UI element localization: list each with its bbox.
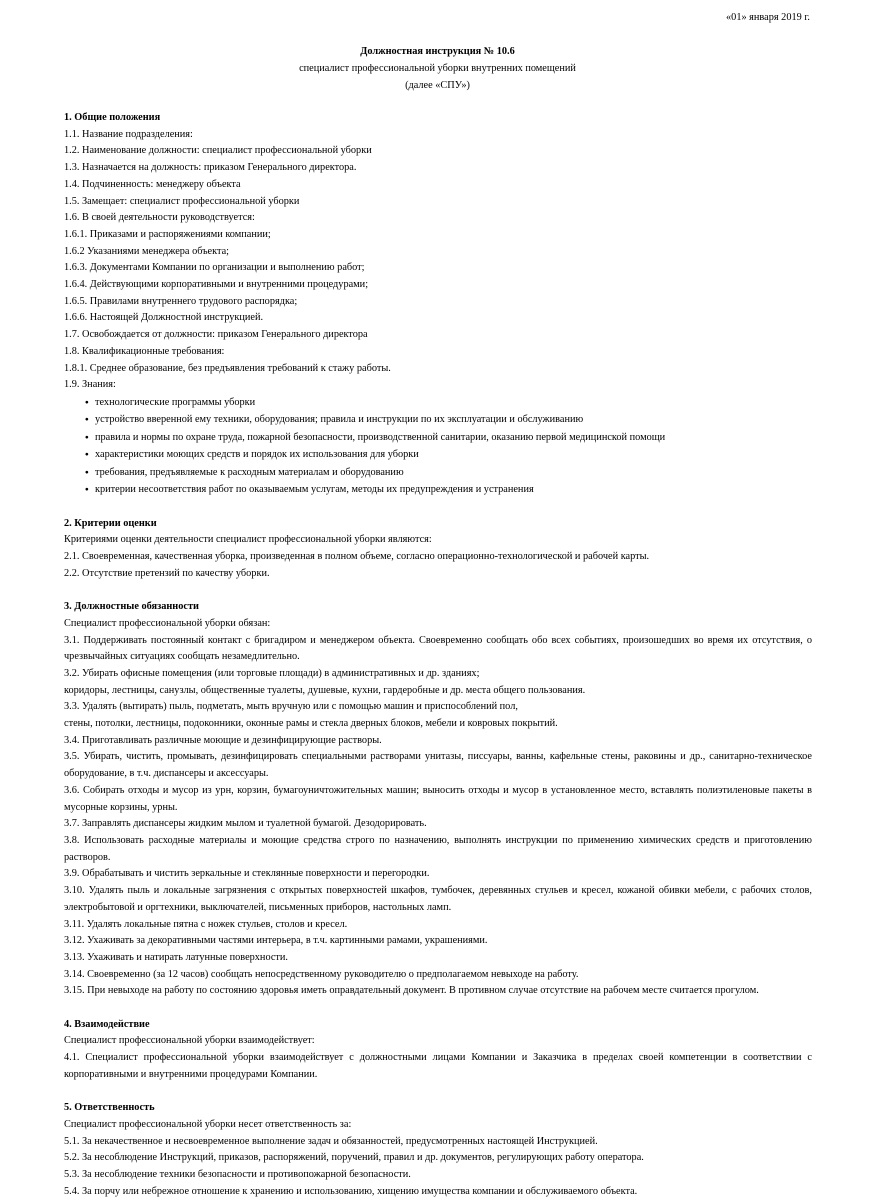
list-item	[85, 481, 812, 499]
paragraph: 3.2. Убирать офисные помещения (или торговые площади) в административных и др. зданиях;	[64, 667, 480, 679]
paragraph: 3.13. Ухаживать и натирать латунные поверхности.	[64, 951, 289, 963]
paragraph: 5.3. За несоблюдение техники безопасности и противопожарной безопасности.	[64, 1169, 411, 1181]
paragraph: 2.2. Отсутствие претензий по качеству уборки.	[64, 567, 270, 579]
paragraph: 1.6.2 Указаниями менеджера объекта;	[64, 245, 230, 257]
list-item	[85, 411, 812, 429]
paragraph: 5.1. За некачественное и несвоевременное выполнение задач и обязанностей, предусмотренных настоящей Инструкцией.	[64, 1135, 598, 1147]
list-item-text: критерии несоответствия работ по оказываемым услугам, методы их предупреждения и устранения	[95, 484, 534, 496]
document-subtitle: специалист профессиональной уборки внутренних помещений	[299, 63, 576, 74]
section-heading: 2. Критерии оценки	[64, 517, 157, 529]
document-body	[64, 110, 812, 1200]
paragraph: 1.6. В своей деятельности руководствуется:	[64, 212, 255, 224]
paragraph: 3.8. Использовать расходные материалы и моющие средства строго по назначению, выполнять инструкции по применению химических средств и приготовлению растворов.	[64, 834, 812, 863]
paragraph: 1.6.5. Правилами внутреннего трудового распорядка;	[64, 295, 298, 307]
paragraph: 1.6.6. Настоящей Должностной инструкцией.	[64, 312, 264, 324]
paragraph: 3.12. Ухаживать за декоративными частями интерьера, в т.ч. картинными рамами, украшениями.	[64, 935, 488, 947]
list-item	[85, 394, 812, 412]
paragraph: 3.10. Удалять пыль и локальные загрязнения с открытых поверхностей шкафов, тумбочек, деревянных стульев и кресел, кожаной обивки мебели, с рабочих столов, электробытовой и оргтехники, выключателей, письменных приборов, настольных ламп.	[64, 885, 812, 913]
section-heading: 5. Ответственность	[64, 1102, 155, 1114]
paragraph: стены, потолки, лестницы, подоконники, оконные рамы и стекла дверных блоков, мебели и ковровых покрытий.	[64, 718, 558, 730]
paragraph: Специалист профессиональной уборки обязан:	[64, 617, 271, 629]
paragraph: 3.14. Своевременно (за 12 часов) сообщать непосредственному руководителю о предполагаемом невыходе на работу.	[64, 968, 579, 980]
document-header	[0, 43, 875, 94]
paragraph: коридоры, лестницы, санузлы, общественные туалеты, душевые, кухни, гардеробные и др. места общего пользования.	[64, 684, 586, 696]
paragraph: Специалист профессиональной уборки несет ответственность за:	[64, 1118, 352, 1130]
paragraph: 5.2. За несоблюдение Инструкций, приказов, распоряжений, поручений, правил и др. документов, регулирующих работу оператора.	[64, 1152, 644, 1164]
paragraph: 1.4. Подчиненность: менеджеру объекта	[64, 178, 241, 190]
paragraph: 1.1. Название подразделения:	[64, 128, 193, 140]
paragraph: 3.5. Убирать, чистить, промывать, дезинфицировать специальными растворами унитазы, писсуары, ванны, кафельные стены, раковины и др., санитарно-техническое оборудование, в т.ч. диспансеры и аксессуары.	[64, 751, 812, 780]
paragraph: 1.6.1. Приказами и распоряжениями компании;	[64, 228, 271, 240]
paragraph: 3.1. Поддерживать постоянный контакт с бригадиром и менеджером объекта. Своевременно сообщать обо всех событиях, произошедших во время их отсутствия, о чрезвычайных ситуациях сообщать незамедлительно.	[64, 634, 812, 663]
paragraph: Специалист профессиональной уборки взаимодействует:	[64, 1035, 315, 1047]
paragraph: 2.1. Своевременная, качественная уборка, произведенная в полном объеме, согласно операционно-технологической и рабочей карты.	[64, 551, 650, 563]
paragraph: 1.7. Освобождается от должности: приказом Генерального директора	[64, 329, 368, 341]
paragraph: 1.8. Квалификационные требования:	[64, 345, 225, 357]
paragraph: 1.6.3. Документами Компании по организации и выполнению работ;	[64, 262, 365, 274]
list-item	[85, 464, 812, 482]
paragraph: 1.9. Знания:	[64, 379, 116, 391]
list-item-text: устройство вверенной ему техники, оборудования; правила и инструкции по их эксплуатации и обслуживанию	[95, 414, 584, 426]
paragraph: 3.9. Обрабатывать и чистить зеркальные и стеклянные поверхности и перегородки.	[64, 868, 430, 880]
paragraph: 3.3. Удалять (вытирать) пыль, подметать, мыть вручную или с помощью машин и приспособлений пол,	[64, 701, 518, 713]
paragraph: 4.1. Специалист профессиональной уборки взаимодействует с должностными лицами Компании и Заказчика в пределах своей компетенции в соответствии с корпоративными и внутренними процедурами Компании.	[64, 1052, 812, 1080]
paragraph: 3.4. Приготавливать различные моющие и дезинфицирующие растворы.	[64, 734, 382, 746]
paragraph: 1.8.1. Среднее образование, без предъявления требований к стажу работы.	[64, 362, 391, 374]
paragraph: 3.15. При невыходе на работу по состоянию здоровья иметь оправдательный документ. В противном случае отсутствие на рабочем месте считается прогулом.	[64, 985, 759, 997]
paragraph: 5.4. За порчу или небрежное отношение к хранению и использованию, хищению имущества компании и обслуживаемого объекта.	[64, 1185, 638, 1197]
list-item-text: характеристики моющих средств и порядок их использования для уборки	[95, 449, 419, 461]
paragraph: 1.3. Назначается на должность: приказом Генерального директора.	[64, 162, 357, 174]
document-abbreviation: (далее «СПУ»)	[405, 80, 470, 91]
paragraph: 1.6.4. Действующими корпоративными и внутренними процедурами;	[64, 279, 369, 291]
list-item-text: требования, предъявляемые к расходным материалам и оборудованию	[95, 466, 404, 478]
section-heading: 3. Должностные обязанности	[64, 601, 199, 613]
paragraph: 3.6. Собирать отходы и мусор из урн, корзин, бумагоуничтожительных машин; выносить отходы и мусор в установленное место, вставлять полиэтиленовые пакеты в мусорные корзины, урны.	[64, 784, 812, 813]
paragraph: 1.5. Замещает: специалист профессиональной уборки	[64, 195, 300, 207]
list-item-text: технологические программы уборки	[95, 396, 256, 408]
paragraph: Критериями оценки деятельности специалист профессиональной уборки являются:	[64, 534, 432, 546]
list-item-text: правила и нормы по охране труда, пожарной безопасности, производственной санитарии, оказанию первой медицинской помощи	[95, 431, 666, 443]
paragraph: 1.2. Наименование должности: специалист профессиональной уборки	[64, 145, 372, 157]
knowledge-list	[64, 394, 812, 499]
document-date: «01» января 2019 г.	[726, 12, 810, 23]
section-heading: 1. Общие положения	[64, 112, 161, 123]
document-title: Должностная инструкция № 10.6	[360, 46, 515, 57]
list-item	[85, 429, 812, 447]
list-item	[85, 446, 812, 464]
paragraph: 3.7. Заправлять диспансеры жидким мылом и туалетной бумагой. Дезодорировать.	[64, 818, 427, 830]
paragraph: 3.11. Удалять локальные пятна с ножек стульев, столов и кресел.	[64, 918, 348, 930]
section-heading: 4. Взаимодействие	[64, 1018, 150, 1030]
